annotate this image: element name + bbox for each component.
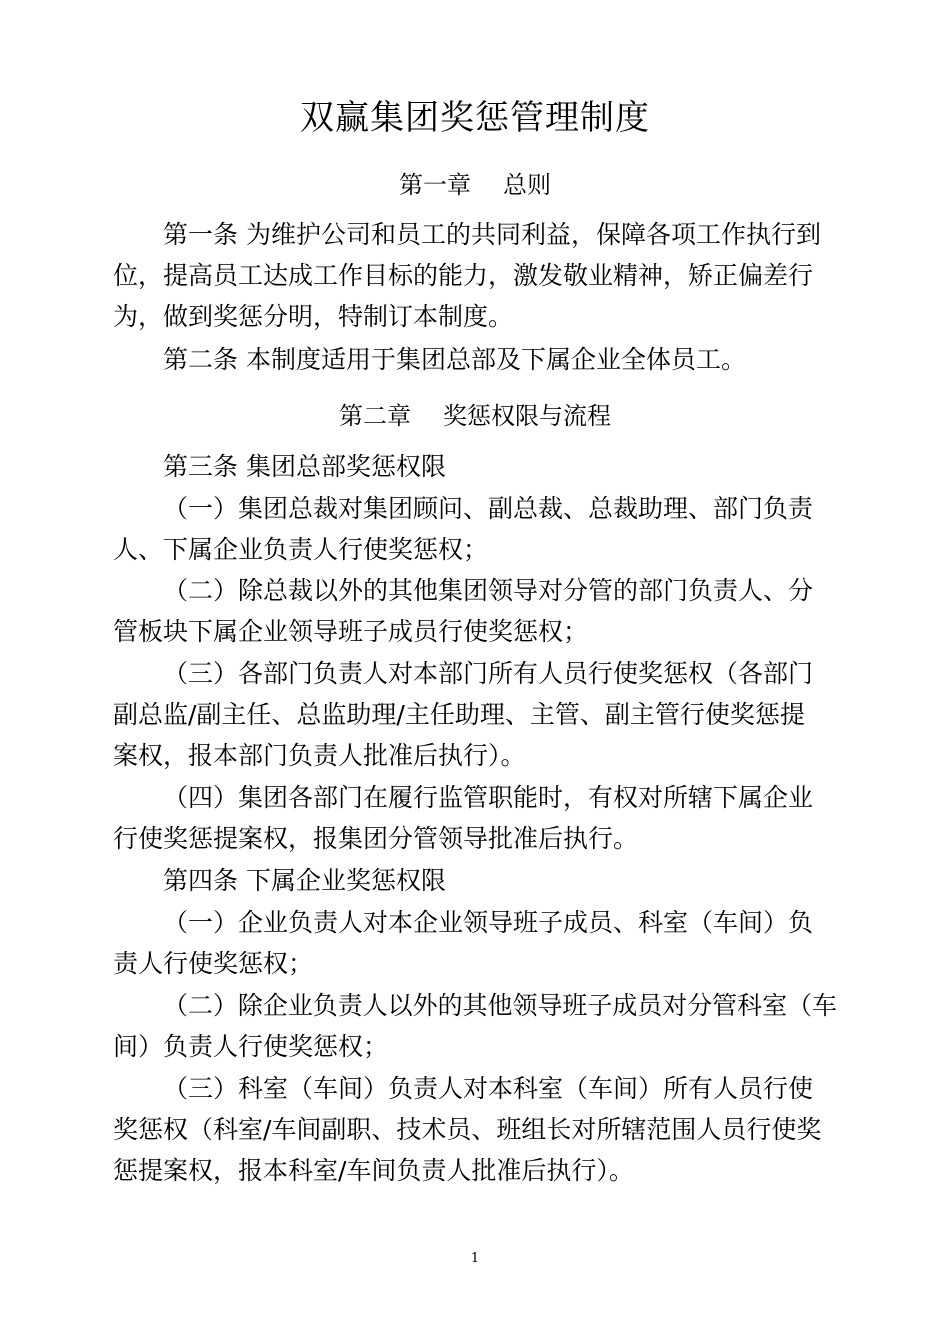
article-3-item-1-line-2: 人、下属企业负责人行使奖惩权； <box>113 535 489 564</box>
article-3-item-4-line-1: （四）集团各部门在履行监管职能时，有权对所辖下属企业 <box>163 783 814 812</box>
chapter-2-name: 奖惩权限与流程 <box>443 402 611 430</box>
article-4-item-3-line-3: 惩提案权，报本科室/车间负责人批准后执行）。 <box>113 1156 634 1185</box>
article-4-item-1-line-2: 责人行使奖惩权； <box>113 949 314 978</box>
chapter-1-label: 第一章 <box>399 171 471 199</box>
chapter-1-name: 总则 <box>503 171 551 199</box>
chapter-2-heading <box>0 399 950 433</box>
page-number: 1 <box>470 1251 480 1266</box>
chapter-2-label: 第二章 <box>339 402 411 430</box>
article-4-item-1-line-1: （一）企业负责人对本企业领导班子成员、科室（车间）负 <box>163 908 814 937</box>
article-3-item-4-line-2: 行使奖惩提案权，报集团分管领导批准后执行。 <box>113 824 639 853</box>
article-3-item-2-line-2: 管板块下属企业领导班子成员行使奖惩权； <box>113 617 589 646</box>
article-3-item-3-line-2: 副总监/副主任、总监助理/主任助理、主管、副主管行使奖惩提 <box>113 700 805 729</box>
article-4-item-3-line-1: （三）科室（车间）负责人对本科室（车间）所有人员行使 <box>163 1074 814 1103</box>
article-4-heading: 第四条 下属企业奖惩权限 <box>163 866 446 895</box>
article-1-line-2: 位，提高员工达成工作目标的能力，激发敬业精神，矫正偏差行 <box>113 261 814 290</box>
article-3-item-1-line-1: （一）集团总裁对集团顾问、副总裁、总裁助理、部门负责 <box>163 494 814 523</box>
document-title: 双赢集团奖惩管理制度 <box>300 98 650 138</box>
article-3-heading: 第三条 集团总部奖惩权限 <box>163 452 446 481</box>
article-3-item-2-line-1: （二）除总裁以外的其他集团领导对分管的部门负责人、分 <box>163 576 814 605</box>
article-1-line-3: 为，做到奖惩分明，特制订本制度。 <box>113 302 514 331</box>
article-4-item-2-line-2: 间）负责人行使奖惩权； <box>113 1032 389 1061</box>
article-2: 第二条 本制度适用于集团总部及下属企业全体员工。 <box>163 345 746 374</box>
article-4-item-2-line-1: （二）除企业负责人以外的其他领导班子成员对分管科室（车 <box>163 991 838 1020</box>
article-4-item-3-line-2: 奖惩权（科室/车间副职、技术员、班组长对所辖范围人员行使奖 <box>113 1115 822 1144</box>
chapter-1-heading <box>0 168 950 202</box>
article-3-item-3-line-3: 案权，报本部门负责人批准后执行）。 <box>113 741 526 770</box>
article-1-line-1: 第一条 为维护公司和员工的共同利益，保障各项工作执行到 <box>163 220 821 249</box>
article-3-item-3-line-1: （三）各部门负责人对本部门所有人员行使奖惩权（各部门 <box>163 659 814 688</box>
